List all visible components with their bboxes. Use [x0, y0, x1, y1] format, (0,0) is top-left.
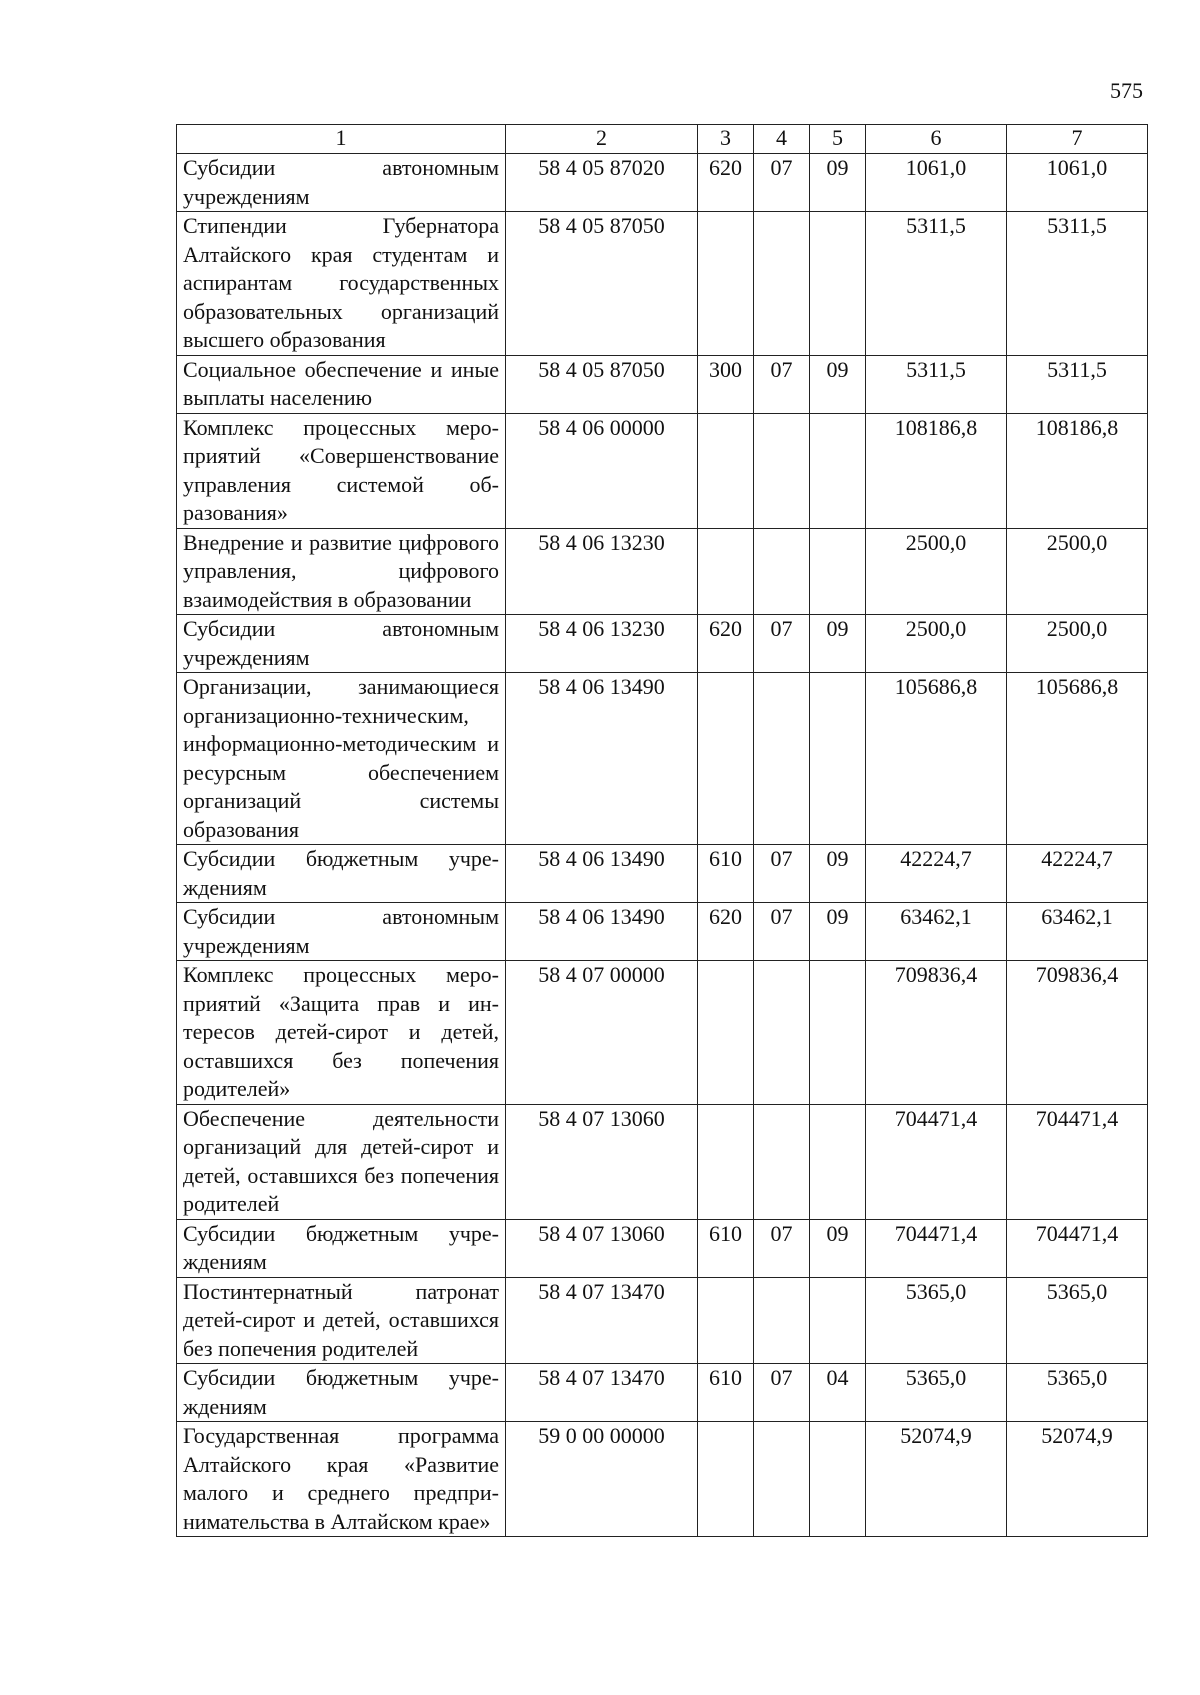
- row-col7-cell: 5311,5: [1007, 212, 1148, 356]
- row-col4-cell: 07: [754, 154, 810, 212]
- row-col6-cell: 52074,9: [866, 1422, 1007, 1537]
- row-col7-cell: 5365,0: [1007, 1277, 1148, 1364]
- row-col4-cell: [754, 528, 810, 615]
- row-col7-cell: 1061,0: [1007, 154, 1148, 212]
- row-col5-cell: 09: [810, 615, 866, 673]
- row-col6-cell: 108186,8: [866, 413, 1007, 528]
- row-col7-cell: 2500,0: [1007, 615, 1148, 673]
- row-col5-cell: 09: [810, 903, 866, 961]
- row-col3-cell: 610: [698, 845, 754, 903]
- table-row: [177, 673, 1148, 845]
- row-code-cell: 58 4 06 13490: [506, 903, 698, 961]
- row-col3-cell: 620: [698, 615, 754, 673]
- row-col5-cell: [810, 413, 866, 528]
- row-col3-cell: [698, 212, 754, 356]
- row-col6-cell: 63462,1: [866, 903, 1007, 961]
- row-code-cell: 58 4 07 13470: [506, 1277, 698, 1364]
- row-col6-cell: 42224,7: [866, 845, 1007, 903]
- table-row: [177, 961, 1148, 1105]
- row-col4-cell: 07: [754, 1364, 810, 1422]
- row-col5-cell: 09: [810, 355, 866, 413]
- table-header-row: [177, 125, 1148, 154]
- row-code-cell: 58 4 05 87050: [506, 355, 698, 413]
- row-col4-cell: 07: [754, 1219, 810, 1277]
- row-col3-cell: 300: [698, 355, 754, 413]
- row-col6-cell: 2500,0: [866, 615, 1007, 673]
- column-header: 1: [177, 125, 506, 154]
- table-row: [177, 1364, 1148, 1422]
- row-col7-cell: 105686,8: [1007, 673, 1148, 845]
- row-code-cell: 58 4 06 13490: [506, 845, 698, 903]
- row-col5-cell: [810, 961, 866, 1105]
- row-col6-cell: 5311,5: [866, 212, 1007, 356]
- row-name-cell: Стипендии Губернатора Алтайского края студентам и аспирантам государственных образовательных организаций высшего образования: [177, 212, 506, 356]
- row-col3-cell: [698, 1422, 754, 1537]
- row-col7-cell: 5365,0: [1007, 1364, 1148, 1422]
- row-col6-cell: 5365,0: [866, 1277, 1007, 1364]
- row-col5-cell: [810, 673, 866, 845]
- row-col5-cell: 09: [810, 1219, 866, 1277]
- row-col6-cell: 105686,8: [866, 673, 1007, 845]
- row-code-cell: 58 4 06 00000: [506, 413, 698, 528]
- table-row: [177, 903, 1148, 961]
- row-col6-cell: 704471,4: [866, 1219, 1007, 1277]
- table-row: [177, 154, 1148, 212]
- column-header: 4: [754, 125, 810, 154]
- row-col4-cell: [754, 1277, 810, 1364]
- table-row: [177, 845, 1148, 903]
- row-col4-cell: [754, 212, 810, 356]
- row-col3-cell: [698, 673, 754, 845]
- row-name-cell: Внедрение и развитие цифрового управления, цифрового взаимодействия в образовании: [177, 528, 506, 615]
- row-col4-cell: 07: [754, 355, 810, 413]
- row-name-cell: Социальное обеспечение и иные выплаты населению: [177, 355, 506, 413]
- table-row: [177, 1422, 1148, 1537]
- row-col5-cell: 09: [810, 845, 866, 903]
- column-header: 3: [698, 125, 754, 154]
- table-row: [177, 1277, 1148, 1364]
- row-col6-cell: 2500,0: [866, 528, 1007, 615]
- row-code-cell: 58 4 07 13060: [506, 1219, 698, 1277]
- row-code-cell: 58 4 07 13470: [506, 1364, 698, 1422]
- row-col4-cell: 07: [754, 845, 810, 903]
- row-col6-cell: 1061,0: [866, 154, 1007, 212]
- row-col4-cell: [754, 1104, 810, 1219]
- column-header: 2: [506, 125, 698, 154]
- row-col3-cell: 610: [698, 1219, 754, 1277]
- column-header: 7: [1007, 125, 1148, 154]
- row-code-cell: 58 4 07 13060: [506, 1104, 698, 1219]
- row-name-cell: Субсидии бюджетным учреждениям: [177, 1219, 506, 1277]
- row-col5-cell: 09: [810, 154, 866, 212]
- row-name-cell: Субсидии бюджетным учреждениям: [177, 845, 506, 903]
- row-name-cell: Субсидии бюджетным учреждениям: [177, 1364, 506, 1422]
- row-col6-cell: 5311,5: [866, 355, 1007, 413]
- column-header: 6: [866, 125, 1007, 154]
- row-col6-cell: 709836,4: [866, 961, 1007, 1105]
- row-col7-cell: 108186,8: [1007, 413, 1148, 528]
- budget-table: [176, 124, 1148, 1537]
- page-number: 575: [1110, 78, 1143, 103]
- row-col4-cell: 07: [754, 903, 810, 961]
- row-col4-cell: [754, 1422, 810, 1537]
- table-row: [177, 413, 1148, 528]
- row-name-cell: Государственная программа Алтайского края «Развитие малого и среднего предпринимательства в Алтайском крае»: [177, 1422, 506, 1537]
- row-col5-cell: [810, 1277, 866, 1364]
- row-col5-cell: [810, 528, 866, 615]
- row-name-cell: Организации, занимающиеся организационно-техническим, информационно-методическим и ресурсным обеспечением организаций системы образования: [177, 673, 506, 845]
- row-col4-cell: 07: [754, 615, 810, 673]
- row-col7-cell: 63462,1: [1007, 903, 1148, 961]
- row-col4-cell: [754, 961, 810, 1105]
- row-col4-cell: [754, 413, 810, 528]
- row-col7-cell: 709836,4: [1007, 961, 1148, 1105]
- row-col7-cell: 42224,7: [1007, 845, 1148, 903]
- row-col3-cell: [698, 961, 754, 1105]
- row-col5-cell: [810, 212, 866, 356]
- row-code-cell: 58 4 06 13230: [506, 528, 698, 615]
- row-col7-cell: 52074,9: [1007, 1422, 1148, 1537]
- row-col4-cell: [754, 673, 810, 845]
- row-name-cell: Комплекс процессных мероприятий «Защита прав и интересов детей-сирот и детей, оставшихся без попечения родителей»: [177, 961, 506, 1105]
- row-col6-cell: 704471,4: [866, 1104, 1007, 1219]
- table-row: [177, 1104, 1148, 1219]
- row-col6-cell: 5365,0: [866, 1364, 1007, 1422]
- row-name-cell: Постинтернатный патронат детей-сирот и детей, оставшихся без попечения родителей: [177, 1277, 506, 1364]
- table-row: [177, 615, 1148, 673]
- row-col3-cell: 620: [698, 903, 754, 961]
- row-col5-cell: 04: [810, 1364, 866, 1422]
- row-code-cell: 58 4 07 00000: [506, 961, 698, 1105]
- table-row: [177, 1219, 1148, 1277]
- row-col5-cell: [810, 1104, 866, 1219]
- row-code-cell: 59 0 00 00000: [506, 1422, 698, 1537]
- row-code-cell: 58 4 06 13230: [506, 615, 698, 673]
- row-name-cell: Обеспечение деятельности организаций для детей-сирот и детей, оставшихся без попечения родителей: [177, 1104, 506, 1219]
- row-col7-cell: 5311,5: [1007, 355, 1148, 413]
- column-header: 5: [810, 125, 866, 154]
- row-col7-cell: 704471,4: [1007, 1104, 1148, 1219]
- row-code-cell: 58 4 06 13490: [506, 673, 698, 845]
- row-code-cell: 58 4 05 87050: [506, 212, 698, 356]
- row-col3-cell: 620: [698, 154, 754, 212]
- row-code-cell: 58 4 05 87020: [506, 154, 698, 212]
- row-name-cell: Субсидии автономным учреждениям: [177, 615, 506, 673]
- row-name-cell: Субсидии автономным учреждениям: [177, 154, 506, 212]
- row-col5-cell: [810, 1422, 866, 1537]
- row-col3-cell: 610: [698, 1364, 754, 1422]
- row-col3-cell: [698, 528, 754, 615]
- row-col7-cell: 704471,4: [1007, 1219, 1148, 1277]
- row-name-cell: Комплекс процессных мероприятий «Совершенствование управления системой образования»: [177, 413, 506, 528]
- row-col3-cell: [698, 1104, 754, 1219]
- row-col3-cell: [698, 413, 754, 528]
- row-col7-cell: 2500,0: [1007, 528, 1148, 615]
- table-row: [177, 528, 1148, 615]
- row-name-cell: Субсидии автономным учреждениям: [177, 903, 506, 961]
- table-row: [177, 212, 1148, 356]
- row-col3-cell: [698, 1277, 754, 1364]
- table-row: [177, 355, 1148, 413]
